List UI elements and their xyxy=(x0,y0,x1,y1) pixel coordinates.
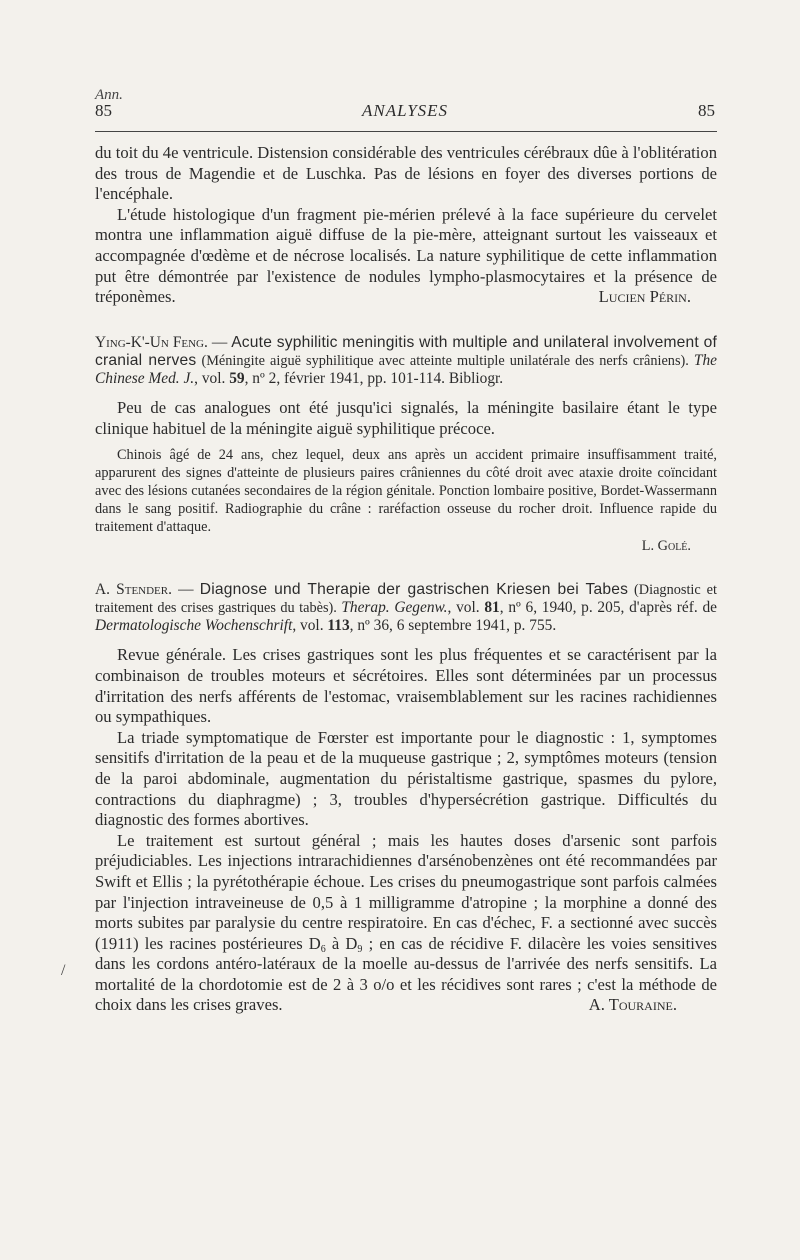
ref-text: , nº 6, 1940, p. 205, d'après réf. de xyxy=(499,598,717,616)
volume: 81 xyxy=(484,598,500,616)
translated-title: (Diagnostic et traitement des crises gastriques du tabès). xyxy=(95,581,717,616)
paragraph-text: à D xyxy=(325,933,358,953)
subscript: 9 xyxy=(357,943,363,955)
journal-name: Therap. Gegenw. xyxy=(341,598,448,616)
dash: — xyxy=(207,333,232,351)
page-number-right: 85 xyxy=(698,101,715,120)
paragraph: Revue générale. Les crises gastriques sont les plus fréquentes et se caractérisent par la combinaison de troubles moteurs et sécrétoires. Elles sont déterminées par un processus d'irritation des nerfs afférents de l'estomac, vraisemblablement sur les racines rachidiennes ou sympathiques. xyxy=(95,645,717,727)
reviewer-signature: A. Touraine. xyxy=(588,995,677,1015)
handwritten-annotation: Ann. xyxy=(95,87,123,103)
author: Ying-K'-Un Feng. xyxy=(95,333,208,351)
reviewer-signature: Lucien Périn. xyxy=(598,287,691,307)
dash: — xyxy=(171,580,200,598)
journal-name: The Chinese Med. J. xyxy=(95,351,717,388)
paragraph-text: ; en cas de récidive F. dilacère les voies sensitives dans les cordons antéro-latéraux de la moelle au-dessus de l'arrivée des nerfs sensitifs. La mortalité de la chordotomie est de 2 à 3 o/o et les récidives sont rares ; c'est la méthode de choix dans les crises graves. xyxy=(95,933,717,1015)
ref-text: , nº 36, 6 septembre 1941, p. 755. xyxy=(349,617,557,635)
review-perin xyxy=(95,143,717,308)
paragraph xyxy=(95,831,717,1016)
ref-text: , vol. xyxy=(292,617,328,635)
paragraph-text: Le traitement est surtout général ; mais les hautes doses d'arsenic sont parfois préjudiciables. Les injections intrarachidiennes d'arsénobenzènes ont été recommandées par Swift et Ellis ; la pyrétothérapie échoue. Les crises du pneumogastrique sont parfois calmées par l'injection intraveineuse de 0,5 à 1 milligramme d'atropine ; la morphine a donné des morts subites par paralysie du centre respiratoire. En cas d'échec, F. a sectionné avec succès (1911) les racines postérieures D xyxy=(95,830,717,953)
volume: 59 xyxy=(229,370,245,388)
ref-text: , vol. xyxy=(447,598,485,616)
review-stender xyxy=(95,581,717,1016)
paragraph: La triade symptomatique de Fœrster est importante pour le diagnostic : 1, symptomes sensitifs d'irritation de la peau et de la muqueuse gastrique ; 2, symptômes moteurs (tension de la paroi abdominale, augmentation du péristaltisme gastrique, spasmes du pylore, contractions du diaphragme) ; 3, troubles d'hypersécrétion gastrique. Difficultés du diagnostic des formes abortives. xyxy=(95,727,717,830)
article-title: Diagnose und Therapie der gastrischen Kriesen bei Tabes xyxy=(199,580,629,598)
case-summary: Chinois âgé de 24 ans, chez lequel, deux ans après un accident primaire insuffisamment traité, apparurent des signes d'atteinte de plusieurs paires crâniennes du côté droit avec ataxie droite coïncidant avec des lésions cutanées secondaires de la région génitale. Ponction lombaire positive, Bordet-Wassermann dans le sang positif. Radiographie du crâne : raréfaction osseuse du rocher droit. Influence rapide du traitement d'attaque. xyxy=(95,446,717,536)
journal-name: Dermatologische Wochenschrift xyxy=(95,617,293,635)
paragraph: Peu de cas analogues ont été jusqu'ici signalés, la méningite basilaire étant le type clinique habituel de la méningite aiguë syphilitique précoce. xyxy=(95,398,717,438)
reviewer-signature: L. Golé. xyxy=(641,537,691,554)
author: A. Stender. xyxy=(95,580,172,598)
bibliographic-reference xyxy=(95,334,717,389)
paragraph: du toit du 4e ventricule. Distension considérable des ventricules cérébraux dûe à l'oblitération des trous de Magendie et de Luschka. Pas de lésions en foyer des diverses portions de l'encéphale. xyxy=(95,143,717,204)
header-rule xyxy=(95,131,717,132)
section-title: ANALYSES xyxy=(361,101,449,120)
margin-mark: / xyxy=(61,962,66,979)
paragraph-text: L'étude histologique d'un fragment pie-mérien prélevé à la face supérieure du cervelet montra une inflammation aiguë diffuse de la pie-mère, atteignant surtout les vaisseaux et accompagnée d'œdème et de nécrose localisés. La nature syphilitique de cette inflammation put être démontrée par l'existence de nodules lympho-plasmocytaires et la présence de tréponèmes. xyxy=(95,204,717,307)
ref-text: , nº 2, février 1941, pp. 101-114. Bibliogr. xyxy=(244,370,504,388)
page-number-left: 85 xyxy=(95,101,112,120)
bibliographic-reference xyxy=(95,581,717,636)
paragraph xyxy=(95,205,717,308)
volume: 113 xyxy=(327,617,350,635)
article-title: Acute syphilitic meningitis with multiple and unilateral involvement of cranial nerves xyxy=(95,333,717,369)
translated-title: (Méningite aiguë syphilitique avec atteinte multiple unilatérale des nerfs crâniens). xyxy=(196,352,694,369)
page-content xyxy=(95,143,717,1016)
ref-text: , vol. xyxy=(194,370,230,388)
subscript: 6 xyxy=(320,943,326,955)
running-header xyxy=(95,101,715,123)
review-feng xyxy=(95,334,717,555)
